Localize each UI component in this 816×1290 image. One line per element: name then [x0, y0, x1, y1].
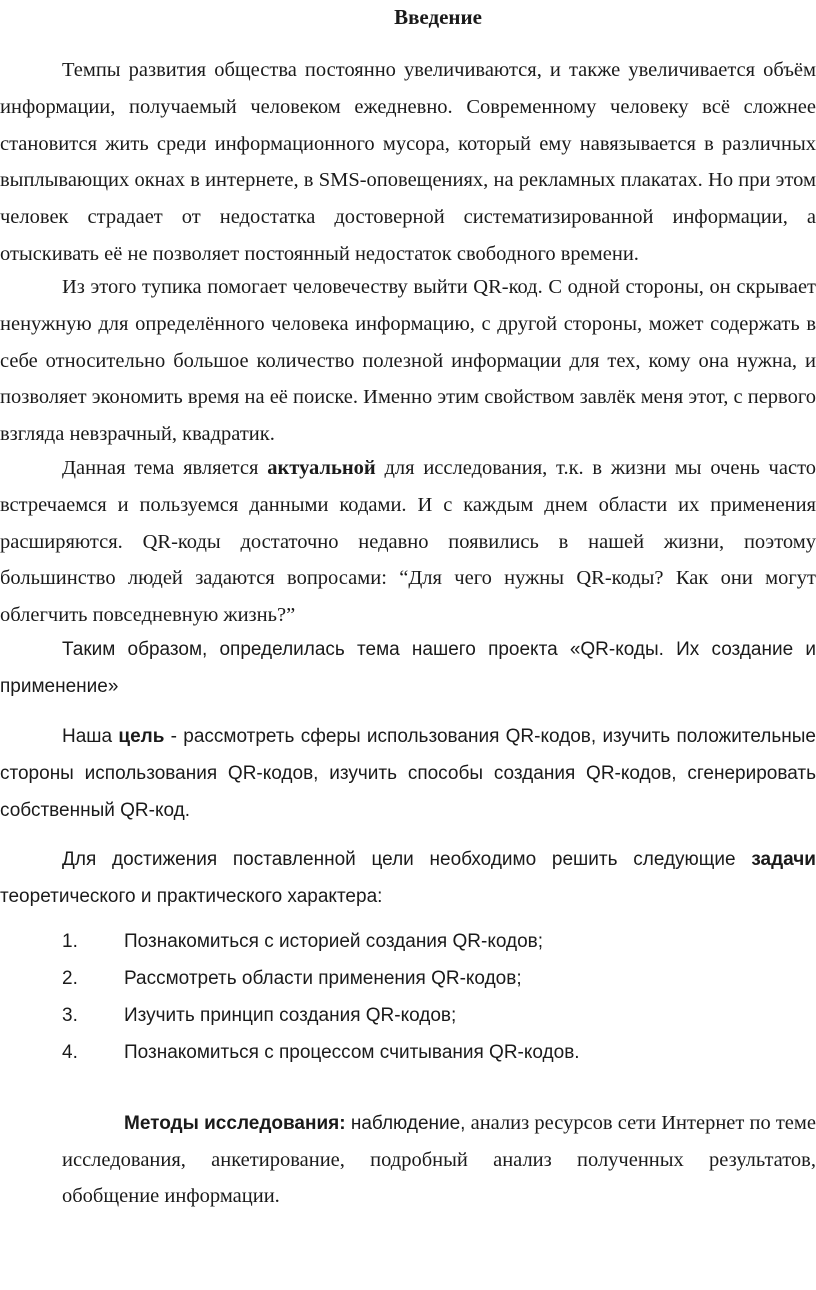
list-item [0, 927, 816, 964]
list-item [0, 1038, 816, 1075]
list-item-number: 3. [62, 1005, 78, 1026]
paragraph-tasks-intro [0, 842, 816, 916]
paragraph-goal [0, 719, 816, 829]
paragraph-tasks-text-end: теоретического и практического характера: [0, 885, 383, 907]
methods-text: анализ ресурсов сети Интернет по теме исследования, анкетирование, подробный анализ полученных результатов, обобщение информации. [62, 1112, 816, 1207]
tasks-keyword: задачи [751, 849, 816, 870]
page-title: Введение [394, 5, 482, 29]
list-item-text: Познакомиться с процессом считывания QR-кодов. [124, 1042, 580, 1063]
paragraph-project-topic: Таким образом, определилась тема нашего проекта «QR-коды. Их создание и применение» [0, 639, 816, 697]
paragraph-relevance [0, 450, 816, 634]
methods-label: Методы исследования: [124, 1113, 346, 1134]
paragraph-intro: Темпы развития общества постоянно увеличиваются, и также увеличивается объём информации, получаемый человеком ежедневно. Современному человеку всё сложнее становится жить среди информационного мусора, который ему навязывается в различных выплывающих окнах в интернете, в SMS-оповещениях, на рекламных плакатах. Но при этом человек страдает от недостатка достоверной систематизированной информации, а отыскивать её не позволяет постоянный недостаток свободного времени. [0, 59, 816, 265]
task-list [0, 927, 816, 1075]
goal-keyword: цель [118, 726, 165, 747]
paragraph-methods [62, 1105, 816, 1214]
methods-first-item: наблюдение, [345, 1113, 466, 1134]
paragraph-relevance-text-end: для исследования, т.к. в жизни мы очень часто встречаемся и пользуемся данными кодами. И с каждым днем области их применения расширяются. QR-коды достаточно недавно появились в нашей жизни, поэтому большинство людей задаются вопросами: “Для чего нужны QR-коды? Как они могут облегчить повседневную жизнь?” [0, 457, 816, 627]
list-item [0, 1001, 816, 1038]
list-item-number: 2. [62, 968, 78, 989]
list-item-number: 1. [62, 931, 78, 952]
paragraph-qr-solution: Из этого тупика помогает человечеству выйти QR-код. С одной стороны, он скрывает ненужную для определённого человека информацию, с другой стороны, может содержать в себе относительно большое количество полезной информации для тех, кому она нужна, и позволяет экономить время на её поиске. Именно этим свойством завлёк меня этот, с первого взгляда невзрачный, квадратик. [0, 276, 816, 446]
paragraph-goal-text-end: - рассмотреть сферы использования QR-кодов, изучить положительные стороны использования QR-кодов, изучить способы создания QR-кодов, сгенерировать собственный QR-код. [0, 726, 816, 821]
list-item-number: 4. [62, 1042, 78, 1063]
paragraph-tasks-text-start: Для достижения поставленной цели необходимо решить следующие [62, 849, 752, 870]
paragraph-goal-text-start: Наша [62, 726, 119, 747]
list-item-text: Познакомиться с историей создания QR-кодов; [124, 931, 544, 952]
list-item [0, 964, 816, 1001]
list-item-text: Рассмотреть области применения QR-кодов; [124, 968, 522, 989]
paragraph-relevance-text-start: Данная тема является [62, 457, 268, 479]
list-item-text: Изучить принцип создания QR-кодов; [124, 1005, 457, 1026]
relevance-keyword: актуальной [267, 457, 376, 479]
